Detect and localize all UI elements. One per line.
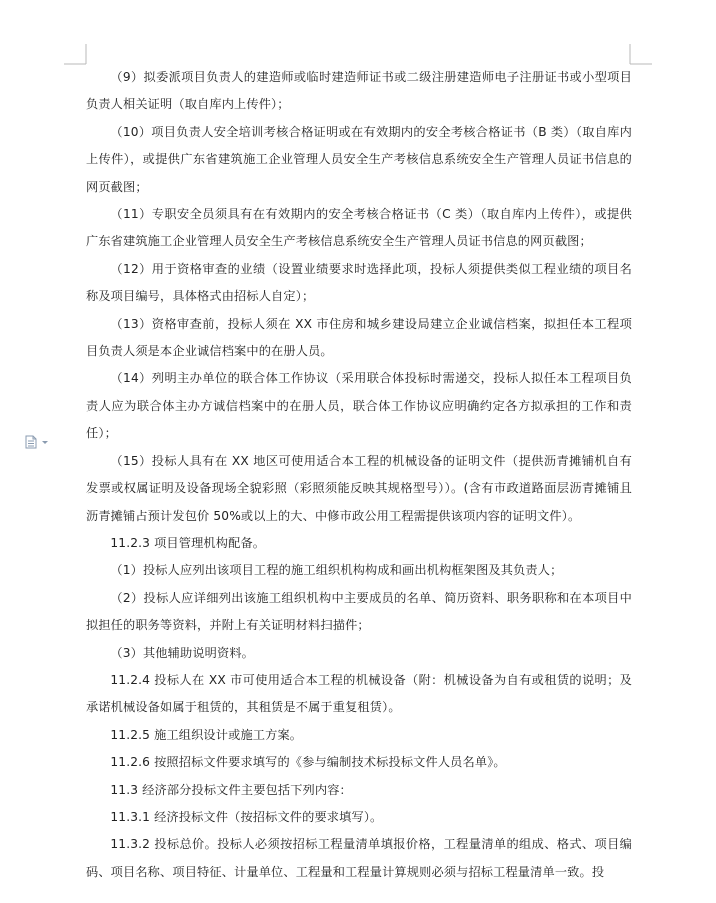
section-11-2-6: 11.2.6 按照招标文件要求填写的《参与编制技术标投标文件人员名单》。 xyxy=(110,755,506,770)
section-11-2-3: 11.2.3 项目管理机构配备。 xyxy=(110,535,266,550)
paragraph-item-14: （14）列明主办单位的联合体工作协议（采用联合体投标时需递交，投标人拟任本工程项目负责人应为联合体主办方诚信档案中的在册人员，联合体工作协议应明确约定各方拟承担的工作和责任）； xyxy=(86,371,632,441)
paragraph-sub-1: （1）投标人应列出该项目工程的施工组织机构构成和画出机构框架图及其负责人； xyxy=(110,563,563,578)
section-11-2-4: 11.2.4 投标人在 XX 市可使用适合本工程的机械设备（附：机械设备为自有或租赁的说明；及承诺机械设备如属于租赁的，其租赁是不属于重复租赁）。 xyxy=(86,672,632,715)
paragraph-item-15: （15）投标人具有在 XX 地区可使用适合本工程的机械设备的证明文件（提供沥青摊铺机自有发票或权属证明及设备现场全貌彩照（彩照须能反映其规格型号））。(含有市政道路面层沥青摊铺且沥青摊铺占预计发包价 50%或以上的大、中修市政公用工程需提供该项内容的证明文件）。 xyxy=(86,453,632,523)
section-11-2-5: 11.2.5 施工组织设计或施工方案。 xyxy=(110,727,303,742)
document-body xyxy=(86,64,632,886)
section-11-3-2: 11.3.2 投标总价。投标人必须按招标工程量清单填报价格，工程量清单的组成、格式、项目编码、项目名称、项目特征、计量单位、工程量和工程量计算规则必须与招标工程量清单一致。投 xyxy=(86,837,632,879)
document-comment-icon[interactable] xyxy=(24,434,50,448)
paragraph-item-9: （9）拟委派项目负责人的建造师或临时建造师证书或二级注册建造师电子注册证书或小型项目负责人相关证明（取自库内上传件）； xyxy=(86,70,632,112)
paragraph-item-13: （13）资格审查前，投标人须在 XX 市住房和城乡建设局建立企业诚信档案，拟担任本工程项目负责人须是本企业诚信档案中的在册人员。 xyxy=(86,316,632,359)
section-11-3: 11.3 经济部分投标文件主要包括下列内容： xyxy=(110,782,352,797)
section-11-3-1: 11.3.1 经济投标文件（按招标文件的要求填写）。 xyxy=(110,809,383,824)
paragraph-item-11: （11）专职安全员须具有在有效期内的安全考核合格证书（C 类）（取自库内上传件），或提供广东省建筑施工企业管理人员安全生产考核信息系统安全生产管理人员证书信息的网页截图； xyxy=(86,207,632,249)
paragraph-item-12: （12）用于资格审查的业绩（设置业绩要求时选择此项，投标人须提供类似工程业绩的项目名称及项目编号，具体格式由招标人自定）； xyxy=(86,261,632,304)
paragraph-sub-2: （2）投标人应详细列出该施工组织机构中主要成员的名单、简历资料、职务职称和在本项目中拟担任的职务等资料，并附上有关证明材料扫描件； xyxy=(86,590,632,633)
paragraph-sub-3: （3）其他辅助说明资料。 xyxy=(110,645,255,660)
paragraph-item-10: （10）项目负责人安全培训考核合格证明或在有效期内的安全考核合格证书（B 类）（取自库内上传件），或提供广东省建筑施工企业管理人员安全生产考核信息系统安全生产管理人员证书信息的网页截图； xyxy=(86,124,632,194)
